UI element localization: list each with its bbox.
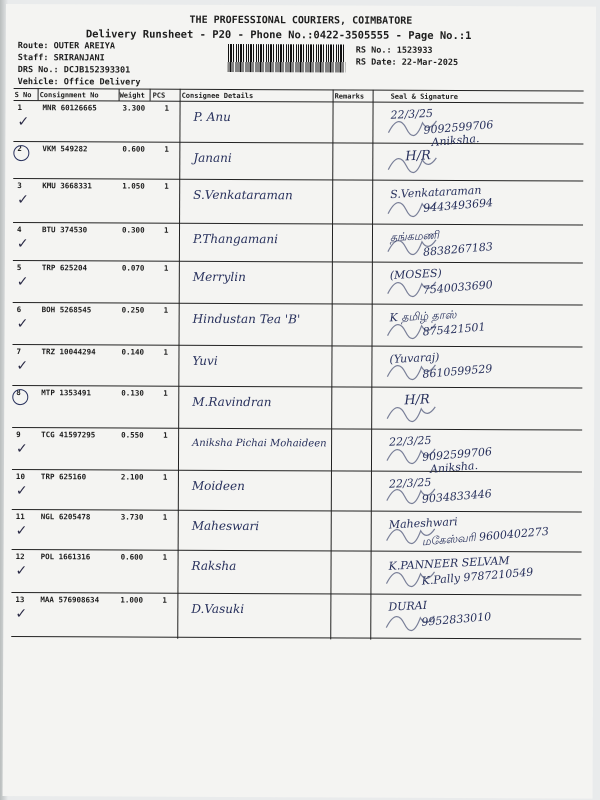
tick-mark-icon: ✓ <box>15 523 28 540</box>
tick-mark-icon: ✓ <box>17 192 29 209</box>
signature-text: 875421501 <box>422 320 487 339</box>
signature-scribble-icon <box>378 551 568 595</box>
tick-mark-icon: ✓ <box>15 483 28 500</box>
row-consignment-no: BOH 5268545 <box>41 305 92 315</box>
row-consignee: Moideen <box>191 478 245 494</box>
signature-scribble-icon <box>380 262 570 305</box>
row-weight: 0.600 <box>120 552 144 562</box>
route-field: Route: OUTER AREIYA <box>17 41 116 52</box>
row-consignment-no: BTU 374530 <box>41 225 88 235</box>
row-pcs: 1 <box>163 388 168 398</box>
column-divider <box>150 89 151 101</box>
tick-mark-icon: ✓ <box>16 274 29 291</box>
row-consignee: Maheswari <box>191 518 260 534</box>
row-weight: 1.000 <box>120 595 143 605</box>
tick-mark-icon: ✓ <box>16 358 29 375</box>
signature-text: 22/3/25 <box>390 106 434 122</box>
row-consignment-no: TRP 625160 <box>40 472 87 482</box>
row-sno: 13 <box>15 595 25 605</box>
signature-scribble-icon <box>380 180 570 225</box>
row-weight: 2.100 <box>120 472 144 482</box>
row-pcs: 1 <box>164 144 169 154</box>
signature-text: 22/3/25 <box>388 475 432 491</box>
row-pcs: 1 <box>164 181 169 191</box>
row-sno: 11 <box>15 512 25 522</box>
row-consignment-no: MTP 1353491 <box>41 388 91 398</box>
row-sno: 1 <box>17 103 23 113</box>
rs-number-field: RS No.: 1523933 <box>355 45 433 56</box>
signature-text: (Yuvaraj) <box>389 350 440 366</box>
row-consignment-no: TRP 625204 <box>41 263 88 273</box>
row-weight: 0.250 <box>121 305 145 315</box>
signature-text: Aniksha. <box>430 131 480 149</box>
signature-text: மகேஸ்வரி 9600402273 <box>421 524 550 549</box>
signature-text: K.Pally 9787210549 <box>421 565 534 588</box>
column-divider <box>370 90 374 640</box>
signature-scribble-icon <box>378 594 568 639</box>
row-consignment-no: NGL 6205478 <box>40 512 91 522</box>
signature-text: (MOSES) <box>389 266 443 283</box>
row-consignment-no: MNR 60126665 <box>42 103 97 113</box>
row-weight: 0.130 <box>121 388 144 398</box>
tick-mark-icon: ✓ <box>15 563 28 580</box>
row-consignee: S.Venkataraman <box>193 187 293 203</box>
signature-text: 9952833010 <box>420 610 492 629</box>
circle-mark-icon <box>12 389 28 405</box>
row-weight: 0.140 <box>121 347 145 357</box>
row-consignee: M.Ravindran <box>192 394 272 410</box>
row-sno: 5 <box>16 263 22 273</box>
signature-text: தங்கமணி <box>389 228 440 244</box>
signature-scribble-icon <box>379 387 569 430</box>
row-weight: 3.300 <box>122 103 146 113</box>
signature-text: 7540033690 <box>422 278 494 297</box>
drs-number-field: DRS No.: DCJB152393301 <box>17 65 131 76</box>
signature-scribble-icon <box>380 102 570 144</box>
signature-text: H/R <box>404 148 432 165</box>
row-weight: 3.730 <box>120 512 144 522</box>
column-divider <box>330 89 334 639</box>
vehicle-field: Vehicle: Office Delivery <box>17 77 141 88</box>
row-consignment-no: TCG 41597295 <box>41 430 96 440</box>
signature-text: DURAI <box>388 598 428 614</box>
row-consignment-no: KMU 3668331 <box>42 181 92 191</box>
tick-mark-icon: ✓ <box>17 114 30 131</box>
row-consignment-no: TRZ 10044294 <box>41 347 96 357</box>
col-header-consignee: Consignee Details <box>181 91 254 101</box>
row-consignment-no: VKM 549282 <box>42 144 88 154</box>
signature-scribble-icon <box>379 471 569 512</box>
col-header-signature: Seal & Signature <box>390 92 459 101</box>
row-consignee: Raksha <box>191 558 237 574</box>
signature-scribble-icon <box>380 143 570 181</box>
row-sno: 9 <box>16 430 21 440</box>
row-consignee: Hindustan Tea 'B' <box>192 311 301 327</box>
signature-text: Aniksha. <box>429 458 479 476</box>
column-divider <box>177 89 181 639</box>
runsheet-page <box>3 4 596 799</box>
signature-text: S.Venkataraman <box>389 183 482 202</box>
tick-mark-icon: ✓ <box>16 441 28 458</box>
signature-scribble-icon <box>380 224 570 263</box>
signature-text: 9443493694 <box>422 196 494 215</box>
tick-mark-icon: ✓ <box>16 236 29 253</box>
signature-scribble-icon <box>380 304 570 347</box>
row-consignment-no: MAA 576908634 <box>40 595 100 605</box>
row-sno: 7 <box>16 347 22 357</box>
signature-scribble-icon <box>379 511 569 552</box>
row-sno: 8 <box>16 388 21 398</box>
tick-mark-icon: ✓ <box>16 316 29 333</box>
row-pcs: 1 <box>163 263 169 273</box>
signature-text: 9092599706 <box>423 118 494 137</box>
row-pcs: 1 <box>164 103 170 113</box>
row-sno: 10 <box>15 472 25 482</box>
row-weight: 0.300 <box>121 225 145 235</box>
signature-text: 22/3/25 <box>388 433 432 449</box>
signature-text: 9092599706 <box>421 445 493 464</box>
row-consignee: Merrylin <box>192 269 246 285</box>
row-consignee: Janani <box>193 150 232 165</box>
signature-text: H/R <box>403 392 431 409</box>
row-consignee: Aniksha Pichai Mohaideen <box>192 437 327 450</box>
signature-text: Maheshwari <box>388 515 458 532</box>
signature-text: K.PANNEER SELVAM <box>388 554 510 573</box>
row-weight: 0.550 <box>121 430 144 440</box>
runsheet-title: Delivery Runsheet - P20 - Phone No.:0422-3505555 - Page No.:1 <box>85 28 472 43</box>
col-header-sno: S No <box>14 91 32 100</box>
signature-text: 9034833446 <box>421 487 493 506</box>
tick-mark-icon: ✓ <box>15 606 28 623</box>
signature-scribble-icon <box>379 429 569 472</box>
row-sno: 6 <box>16 305 22 315</box>
row-sno: 3 <box>17 181 22 191</box>
row-pcs: 1 <box>163 305 169 315</box>
row-pcs: 1 <box>163 225 169 235</box>
signature-text: K தமிழ் தாஸ் <box>389 308 457 325</box>
signature-scribble-icon <box>379 346 569 388</box>
row-sno: 2 <box>17 144 22 154</box>
barcode-image <box>228 44 346 73</box>
col-header-remarks: Remarks <box>334 92 365 101</box>
col-header-consignment: Consignment No <box>39 91 99 100</box>
row-sno: 4 <box>16 225 22 235</box>
row-consignment-no: POL 1661316 <box>40 552 91 562</box>
row-sno: 12 <box>15 552 25 562</box>
row-pcs: 1 <box>162 472 168 482</box>
row-pcs: 1 <box>162 512 168 522</box>
row-pcs: 1 <box>162 595 167 605</box>
row-consignee: Yuvi <box>192 353 218 368</box>
row-pcs: 1 <box>162 552 168 562</box>
row-consignee: P. Anu <box>193 109 231 124</box>
col-header-weight: Weight <box>119 91 145 100</box>
row-weight: 0.600 <box>122 144 145 154</box>
row-pcs: 1 <box>163 430 168 440</box>
signature-text: 8838267183 <box>422 240 494 259</box>
table-top-rule <box>14 88 584 92</box>
row-pcs: 1 <box>163 347 169 357</box>
company-title: THE PROFESSIONAL COURIERS, COIMBATORE <box>189 14 413 27</box>
row-weight: 0.070 <box>121 263 145 273</box>
row-consignee: D.Vasuki <box>191 601 245 617</box>
row-weight: 1.050 <box>122 181 145 191</box>
signature-text: 8610599529 <box>421 362 493 381</box>
row-consignee: P.Thangamani <box>192 231 279 247</box>
rs-date-field: RS Date: 22-Mar-2025 <box>355 57 459 68</box>
col-header-pcs: PCS <box>152 91 166 100</box>
circle-mark-icon <box>13 145 29 161</box>
staff-field: Staff: SRIRANJANI <box>17 53 105 64</box>
